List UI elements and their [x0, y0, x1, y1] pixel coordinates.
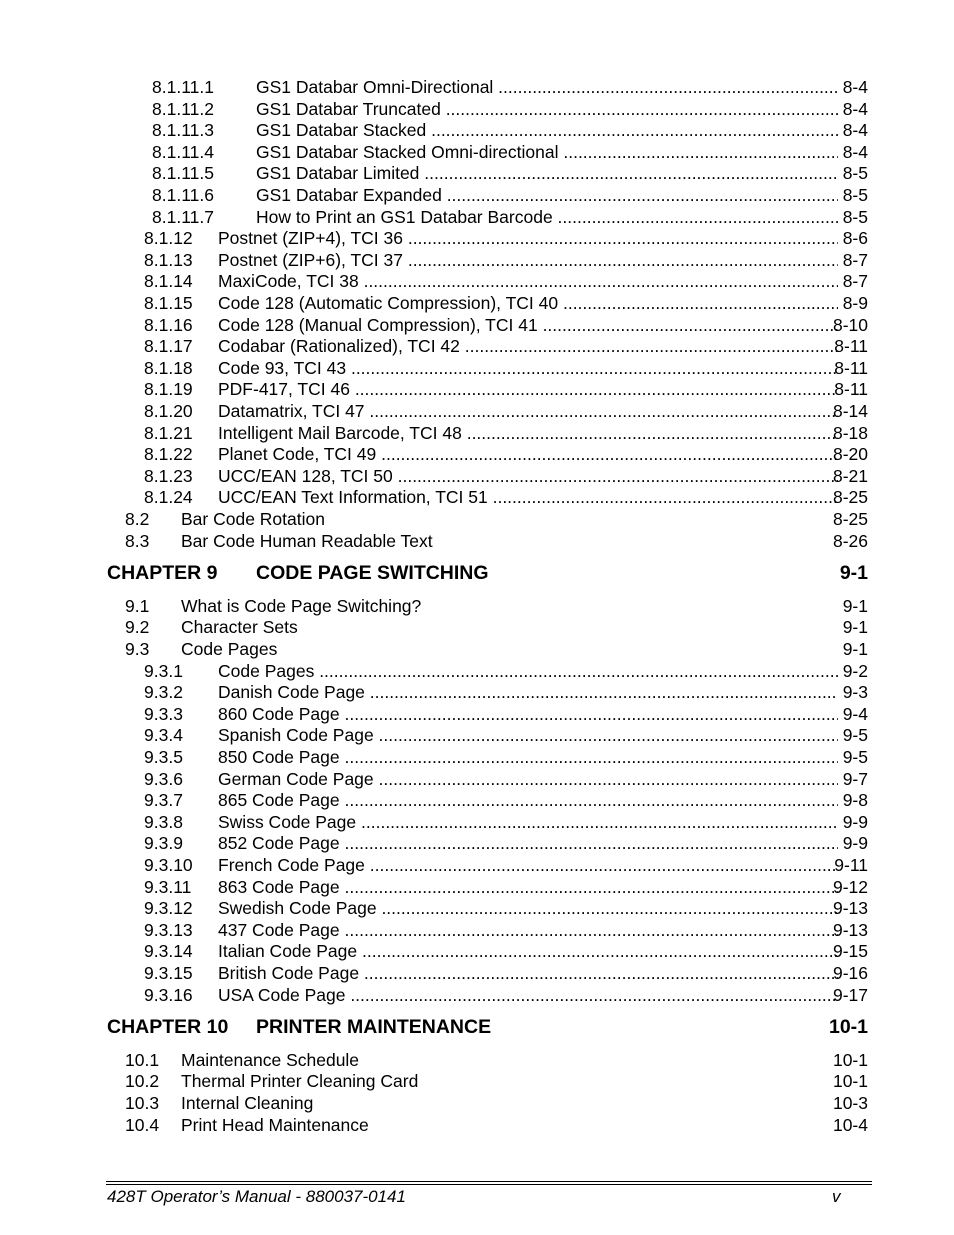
toc-title: MaxiCode, TCI 38 ..... [218, 271, 838, 292]
toc-page-number: 8-5 [842, 185, 868, 205]
toc-row [0, 336, 954, 357]
toc-page-number: 8-14 [832, 401, 868, 421]
toc-row [0, 77, 954, 98]
toc-page-number: 9-1 [842, 639, 868, 659]
toc-title: Character Sets [181, 617, 298, 638]
toc-row [0, 315, 954, 336]
toc-row [0, 531, 954, 552]
toc-number: 10.1 [125, 1049, 160, 1070]
toc-title: French Code Page ..... [218, 855, 838, 876]
toc-number: 8.1.11.2 [152, 98, 214, 119]
toc-page-number: 8-7 [842, 249, 868, 270]
toc-title: GS1 Databar Stacked ..... [256, 120, 838, 141]
toc-number: 8.3 [125, 530, 150, 551]
toc-number: 9.3.9 [144, 833, 183, 854]
toc-page-number: 9-5 [842, 725, 868, 746]
toc-row [0, 1050, 954, 1071]
toc-title: Code 128 (Manual Compression), TCI 41 ..... [218, 315, 838, 336]
toc-page-number: 9-1 [839, 562, 868, 585]
toc-title: 863 Code Page ..... [218, 877, 838, 898]
toc-row [0, 444, 954, 465]
toc-row [0, 1115, 954, 1136]
toc-title: GS1 Databar Truncated ..... [256, 99, 838, 120]
toc-row [0, 207, 954, 228]
toc-title: Code 93, TCI 43 ..... [218, 358, 838, 379]
toc-page-number: 8-4 [842, 141, 868, 162]
toc-row [0, 725, 954, 746]
toc-number: 10.3 [125, 1093, 160, 1113]
toc-number: 9.3.16 [144, 984, 193, 1005]
toc-number: 8.1.11.1 [152, 77, 214, 97]
toc-row [0, 142, 954, 163]
toc-page-number: 8-7 [842, 271, 868, 292]
toc-page-number: 8-4 [842, 98, 868, 119]
toc-row [0, 639, 954, 660]
toc-title: Planet Code, TCI 49 ..... [218, 444, 838, 465]
toc-number: 8.1.11.4 [152, 141, 214, 162]
toc-number: 10.2 [125, 1071, 160, 1092]
toc-title: Danish Code Page ..... [218, 682, 838, 703]
toc-page-number: 8-25 [832, 509, 868, 529]
toc-row [0, 401, 954, 422]
toc-title: Code Pages [181, 639, 278, 659]
toc-row [0, 682, 954, 703]
toc-number: 8.1.14 [144, 271, 193, 292]
toc-number: 8.1.21 [144, 422, 193, 443]
toc-title: UCC/EAN Text Information, TCI 51 ..... [218, 487, 838, 508]
toc-number: 9.3.4 [144, 725, 183, 746]
toc-page-number: 8-20 [832, 444, 868, 465]
toc-row [0, 747, 954, 768]
toc-page-number: 8-5 [842, 206, 868, 227]
toc-page-number: 9-1 [842, 595, 868, 616]
toc-title: Datamatrix, TCI 47 ..... [218, 401, 838, 422]
toc-number: 9.2 [125, 617, 150, 638]
toc-number: 9.3.12 [144, 898, 193, 919]
toc-title: GS1 Databar Omni-Directional ..... [256, 77, 838, 98]
toc-page-number: 10-1 [828, 1016, 868, 1039]
toc-row [0, 250, 954, 271]
toc-number: 9.3.1 [144, 660, 183, 681]
toc-number: 9.3.2 [144, 682, 183, 703]
toc-title: Swedish Code Page ..... [218, 898, 838, 919]
toc-title: PRINTER MAINTENANCE [256, 1016, 492, 1039]
toc-number: 9.3.3 [144, 703, 183, 724]
toc-title: Maintenance Schedule [181, 1049, 360, 1070]
toc-row [0, 466, 954, 487]
toc-title: UCC/EAN 128, TCI 50 ..... [218, 466, 838, 487]
toc-page-number: 8-6 [842, 228, 868, 249]
toc-row [0, 941, 954, 962]
footer-rule [106, 1184, 872, 1185]
toc-page-number: 9-4 [842, 703, 868, 724]
toc-page-number: 9-3 [842, 682, 868, 703]
toc-title: Thermal Printer Cleaning Card [181, 1071, 419, 1092]
toc-row [0, 617, 954, 638]
toc-number: 8.1.16 [144, 314, 193, 335]
toc-number: 9.3.7 [144, 790, 183, 811]
toc-row [0, 790, 954, 811]
toc-number: CHAPTER 9 [107, 562, 218, 585]
toc-number: 9.1 [125, 595, 150, 616]
footer-page-number: v [832, 1187, 841, 1206]
toc-row [0, 1071, 954, 1092]
toc-title: GS1 Databar Limited ..... [256, 163, 838, 184]
toc-title: CODE PAGE SWITCHING [256, 562, 489, 585]
toc-number: 9.3.8 [144, 811, 183, 832]
toc-number: 10.4 [125, 1114, 160, 1135]
toc-title: German Code Page ..... [218, 769, 838, 790]
toc-page-number: 8-18 [832, 422, 868, 443]
toc-page-number: 9-16 [832, 963, 868, 983]
toc-chapter-row [0, 563, 954, 584]
toc-page-number: 8-4 [842, 77, 868, 97]
toc-page-number: 8-21 [832, 465, 868, 486]
toc-page-number: 8-11 [834, 336, 868, 357]
toc-number: 8.1.18 [144, 357, 193, 378]
toc-number: 8.1.19 [144, 379, 193, 400]
toc-page-number: 9-2 [842, 660, 868, 681]
toc-title: USA Code Page ..... [218, 985, 838, 1006]
toc-page-number: 8-5 [842, 163, 868, 184]
toc-page-number: 9-13 [832, 898, 868, 919]
toc-row [0, 358, 954, 379]
toc-page-number: 9-15 [832, 941, 868, 962]
toc-number: 8.1.11.5 [152, 163, 214, 184]
toc-number: CHAPTER 10 [107, 1016, 229, 1039]
toc-title: 850 Code Page ..... [218, 747, 838, 768]
toc-number: 8.1.17 [144, 336, 193, 357]
toc-title: 860 Code Page ..... [218, 704, 838, 725]
toc-title: Postnet (ZIP+4), TCI 36 ..... [218, 228, 838, 249]
toc-row [0, 423, 954, 444]
toc-title: PDF-417, TCI 46 ..... [218, 379, 838, 400]
toc-page-number: 9-1 [842, 617, 868, 638]
toc-title: Bar Code Rotation [181, 509, 325, 529]
toc-title: Postnet (ZIP+6), TCI 37 ..... [218, 250, 838, 271]
toc-number: 9.3.13 [144, 919, 193, 940]
toc-number: 9.3.10 [144, 855, 193, 875]
toc-row [0, 963, 954, 984]
toc-row [0, 704, 954, 725]
toc-number: 8.1.13 [144, 249, 193, 270]
toc-title: Spanish Code Page ..... [218, 725, 838, 746]
toc-row [0, 99, 954, 120]
toc-title: Swiss Code Page ..... [218, 812, 838, 833]
toc-page-number: 9-17 [832, 984, 868, 1005]
toc-row [0, 1093, 954, 1114]
toc-row [0, 487, 954, 508]
toc-number: 9.3.5 [144, 747, 183, 767]
toc-title: Internal Cleaning [181, 1093, 314, 1113]
toc-row [0, 833, 954, 854]
toc-row [0, 898, 954, 919]
toc-number: 9.3.6 [144, 768, 183, 789]
toc-page-number: 9-11 [834, 855, 868, 875]
toc-chapter-row [0, 1017, 954, 1038]
toc-title: Code Pages ..... [218, 661, 838, 682]
toc-page-number: 8-10 [832, 314, 868, 335]
toc-row [0, 985, 954, 1006]
toc-row [0, 812, 954, 833]
toc-number: 8.1.24 [144, 487, 193, 508]
toc-page-number: 8-26 [832, 530, 868, 551]
toc-title: Code 128 (Automatic Compression), TCI 40 ..... [218, 293, 838, 314]
toc-title: What is Code Page Switching? [181, 595, 422, 616]
toc-number: 9.3 [125, 639, 150, 659]
toc-page-number: 10-4 [832, 1114, 868, 1135]
toc-row [0, 661, 954, 682]
toc-page-number: 8-4 [842, 120, 868, 141]
toc-page-number: 8-9 [842, 293, 868, 313]
toc-row [0, 596, 954, 617]
toc-row [0, 855, 954, 876]
toc-number: 8.1.15 [144, 293, 193, 313]
toc-page-number: 9-8 [842, 790, 868, 811]
toc-title: Codabar (Rationalized), TCI 42 ..... [218, 336, 838, 357]
toc-title: GS1 Databar Expanded ..... [256, 185, 838, 206]
toc-row [0, 769, 954, 790]
toc-title: British Code Page ..... [218, 963, 838, 984]
toc-title: Print Head Maintenance [181, 1114, 369, 1135]
toc-row [0, 271, 954, 292]
toc-title: How to Print an GS1 Databar Barcode ..... [256, 207, 838, 228]
toc-page-number: 9-13 [832, 919, 868, 940]
toc-page-number: 8-11 [834, 379, 868, 400]
toc-row [0, 379, 954, 400]
toc-number: 8.1.20 [144, 401, 193, 421]
toc-page-number: 8-11 [834, 357, 868, 378]
toc-page-number: 9-5 [842, 747, 868, 767]
toc-row [0, 920, 954, 941]
toc-row [0, 185, 954, 206]
toc-page-number: 9-9 [842, 811, 868, 832]
toc-number: 8.1.11.6 [152, 185, 214, 205]
toc-row [0, 120, 954, 141]
toc-title: GS1 Databar Stacked Omni-directional ..... [256, 142, 838, 163]
toc-number: 8.1.23 [144, 465, 193, 486]
toc-page-number: 10-1 [832, 1049, 868, 1070]
toc-number: 9.3.11 [144, 876, 192, 897]
toc-title: Bar Code Human Readable Text [181, 530, 433, 551]
toc-page-number: 9-7 [842, 768, 868, 789]
toc-title: 437 Code Page ..... [218, 920, 838, 941]
toc-number: 9.3.15 [144, 963, 193, 983]
toc-row [0, 163, 954, 184]
toc-page-number: 9-12 [832, 876, 868, 897]
toc-title: 852 Code Page ..... [218, 833, 838, 854]
toc-number: 8.1.22 [144, 444, 193, 465]
toc-title: 865 Code Page ..... [218, 790, 838, 811]
toc-page-number: 10-3 [832, 1093, 868, 1113]
footer-manual-title: 428T Operator’s Manual - 880037-0141 [107, 1187, 406, 1206]
toc-row [0, 877, 954, 898]
toc-title: Intelligent Mail Barcode, TCI 48 ..... [218, 423, 838, 444]
toc-row [0, 228, 954, 249]
toc-row [0, 293, 954, 314]
toc-page-number: 10-1 [832, 1071, 868, 1092]
toc-number: 8.1.12 [144, 228, 193, 249]
toc-row [0, 509, 954, 530]
toc-page-number: 8-25 [832, 487, 868, 508]
toc-number: 8.1.11.7 [152, 206, 214, 227]
toc-number: 8.2 [125, 509, 150, 529]
toc-number: 8.1.11.3 [152, 120, 214, 141]
toc-page-number: 9-9 [842, 833, 868, 854]
toc-number: 9.3.14 [144, 941, 193, 962]
footer-rule [106, 1181, 872, 1182]
toc-title: Italian Code Page ..... [218, 941, 838, 962]
